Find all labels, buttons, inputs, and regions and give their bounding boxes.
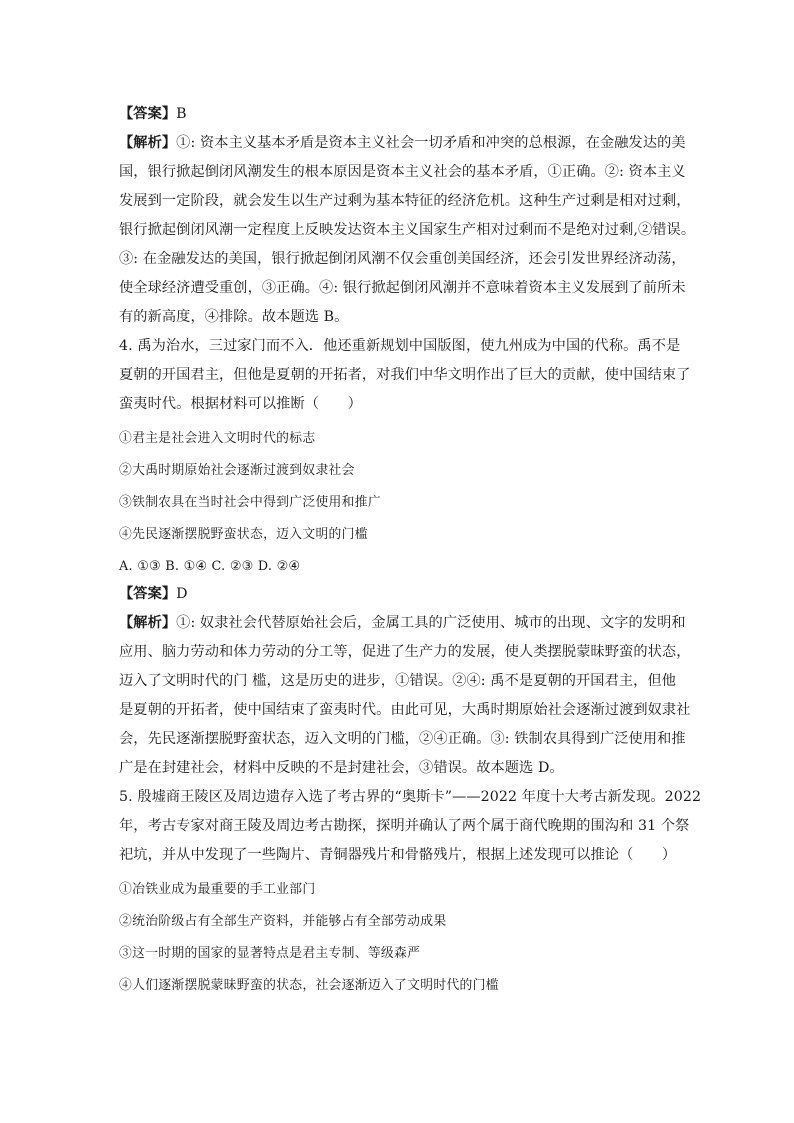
q4-stem-line-2: 夏朝的开国君主，但他是夏朝的开拓者，对我们中华文明作出了巨大的贡献，使中国结束了 xyxy=(119,367,691,383)
q4-option-2: ②大禹时期原始社会逐渐过渡到奴隶社会 xyxy=(119,463,355,478)
q5-stem-line-1: 5. 殷墟商王陵区及周边遗存入选了考古界的“奥斯卡”——2022 年度十大考古新发现。2022 xyxy=(119,789,702,805)
answer-value: D xyxy=(176,586,188,602)
document-content xyxy=(119,100,702,1005)
q4-analysis-line-2: 应用、脑力劳动和体力劳动的分工等，促进了生产力的发展，使人类摆脱蒙昧野蛮的状态， xyxy=(119,644,691,660)
q3-analysis-line-5: ③: 在金融发达的美国，银行掀起倒闭风潮不仅会重创美国经济，还会引发世界经济动荡， xyxy=(119,251,686,267)
q5-option-4: ④人们逐渐摆脱蒙昧野蛮的状态，社会逐渐迈入了文明时代的门槛 xyxy=(119,978,499,993)
q3-analysis-line-4: 银行掀起倒闭风潮一定程度上反映发达资本主义国家生产相对过剩而不是绝对过剩,②错误。 xyxy=(119,222,696,238)
q4-option-3: ③铁制农具在当时社会中得到广泛使用和推广 xyxy=(119,495,381,510)
q3-answer xyxy=(119,100,679,129)
answer-label: 【答案】 xyxy=(119,106,177,122)
q5-option-3: ③这一时期的国家的显著特点是君主专制、等级森严 xyxy=(119,946,421,961)
q4-analysis-line-6: 广是在封建社会，材料中反映的不是封建社会，③错误。故本题选 D。 xyxy=(119,760,564,776)
q3-analysis-line-7: 有的新高度，④排除。故本题选 B。 xyxy=(119,309,349,325)
q4-analysis-line-4: 是夏朝的开拓者，使中国结束了蛮夷时代。由此可见，大禹时期原始社会逐渐过渡到奴隶社 xyxy=(119,702,691,718)
q4-option-4: ④先民逐渐摆脱野蛮状态，迈入文明的门槛 xyxy=(119,527,368,542)
q3-analysis-line-2: 国，银行掀起倒闭风潮发生的根本原因是资本主义社会的基本矛盾，①正确。②: 资本主义 xyxy=(119,164,686,180)
q5-option-1: ①冶铁业成为最重要的手工业部门 xyxy=(119,882,316,897)
q4-choices: A. ①③ B. ①④ C. ②③ D. ②④ xyxy=(119,559,301,574)
analysis-label: 【解析】 xyxy=(119,615,177,631)
q4-analysis-line-3: 迈入了文明时代的门 槛，这是历史的进步，①错误。②④: 禹不是夏朝的开国君主，但他 xyxy=(119,673,677,689)
q5-stem-line-2: 年，考古专家对商王陵及周边考古勘探，探明并确认了两个属于商代晚期的围沟和 31 个祭 xyxy=(119,818,690,834)
q4-option-1: ①君主是社会进入文明时代的标志 xyxy=(119,431,316,446)
q3-analysis-line-1: 【解析】①: 资本主义基本矛盾是资本主义社会一切矛盾和冲突的总根源，在金融发达的美 xyxy=(119,135,686,151)
q3-analysis-line-6: 使全球经济遭受重创，③正确。④: 银行掀起倒闭风潮并不意味着资本主义发展到了前所未 xyxy=(119,280,686,296)
answer-label: 【答案】 xyxy=(119,586,177,602)
analysis-label: 【解析】 xyxy=(119,135,177,151)
q4-analysis-line-5: 会，先民逐渐摆脱野蛮状态，迈入文明的门槛，②④正确。③: 铁制农具得到广泛使用和推 xyxy=(119,731,686,747)
q4-answer xyxy=(119,580,679,609)
answer-value: B xyxy=(176,106,187,122)
q4-stem-line-3: 蛮夷时代。根据材料可以推断（ ） xyxy=(119,396,362,412)
q4-analysis-line-1: 【解析】①: 奴隶社会代替原始社会后，金属工具的广泛使用、城市的出现、文字的发明和 xyxy=(119,615,686,631)
q5-stem-line-3: 祀坑，并从中发现了一些陶片、青铜器残片和骨骼残片，根据上述发现可以推论（ ） xyxy=(119,847,677,863)
q5-option-2: ②统治阶级占有全部生产资料，并能够占有全部劳动成果 xyxy=(119,914,447,929)
q4-stem-line-1: 4. 禹为治水，三过家门而不入．他还重新规划中国版图，使九州成为中国的代称。禹不是 xyxy=(119,338,681,354)
q3-analysis-line-3: 发展到一定阶段，就会发生以生产过剩为基本特征的经济危机。这种生产过剩是相对过剩， xyxy=(119,193,691,209)
